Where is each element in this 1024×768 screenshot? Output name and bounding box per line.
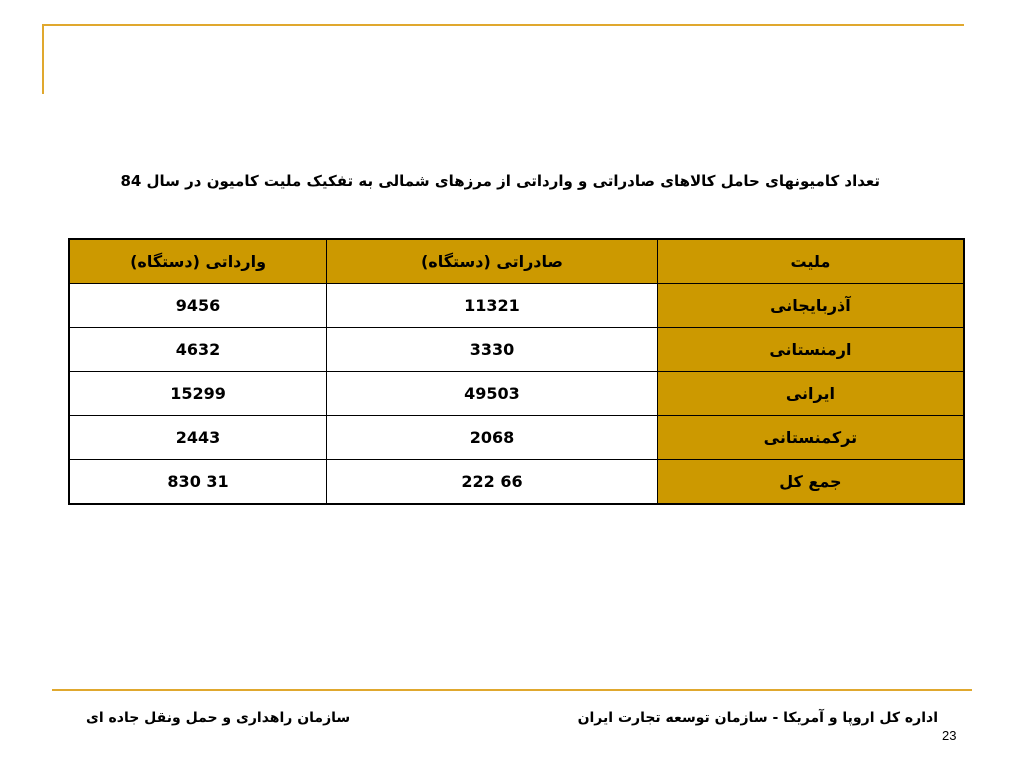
slide-title: تعداد کامیونهای حامل کالاهای صادراتی و وارداتی از مرزهای شمالی به تفکیک ملیت کامیون در سال 84 [120, 172, 880, 190]
row-exports: 49503 [327, 372, 658, 416]
total-label: جمع کل [657, 460, 964, 505]
table-row [69, 328, 964, 372]
row-nationality: ترکمنستانی [657, 416, 964, 460]
table-total-row [69, 460, 964, 505]
row-exports: 3330 [327, 328, 658, 372]
page-number: 23 [942, 728, 957, 743]
header-nationality: ملیت [657, 239, 964, 284]
footer-rule [52, 689, 972, 691]
row-imports: 9456 [69, 284, 327, 328]
truck-count-table [68, 238, 965, 505]
row-nationality: آذربایجانی [657, 284, 964, 328]
row-exports: 2068 [327, 416, 658, 460]
row-nationality: ارمنستانی [657, 328, 964, 372]
total-exports: 66 222 [327, 460, 658, 505]
top-decorative-rule [42, 24, 964, 26]
left-decorative-rule [42, 24, 44, 94]
row-exports: 11321 [327, 284, 658, 328]
footer-source-right: اداره کل اروپا و آمریکا - سازمان توسعه تجارت ایران [577, 710, 938, 726]
table-header-row [69, 239, 964, 284]
table-row [69, 416, 964, 460]
footer-source-left: سازمان راهداری و حمل ونقل جاده ای [86, 710, 351, 726]
row-imports: 4632 [69, 328, 327, 372]
header-exports: صادراتی (دستگاه) [327, 239, 658, 284]
total-imports: 31 830 [69, 460, 327, 505]
header-imports: وارداتی (دستگاه) [69, 239, 327, 284]
row-imports: 15299 [69, 372, 327, 416]
row-imports: 2443 [69, 416, 327, 460]
table-row [69, 372, 964, 416]
row-nationality: ایرانی [657, 372, 964, 416]
table-row [69, 284, 964, 328]
